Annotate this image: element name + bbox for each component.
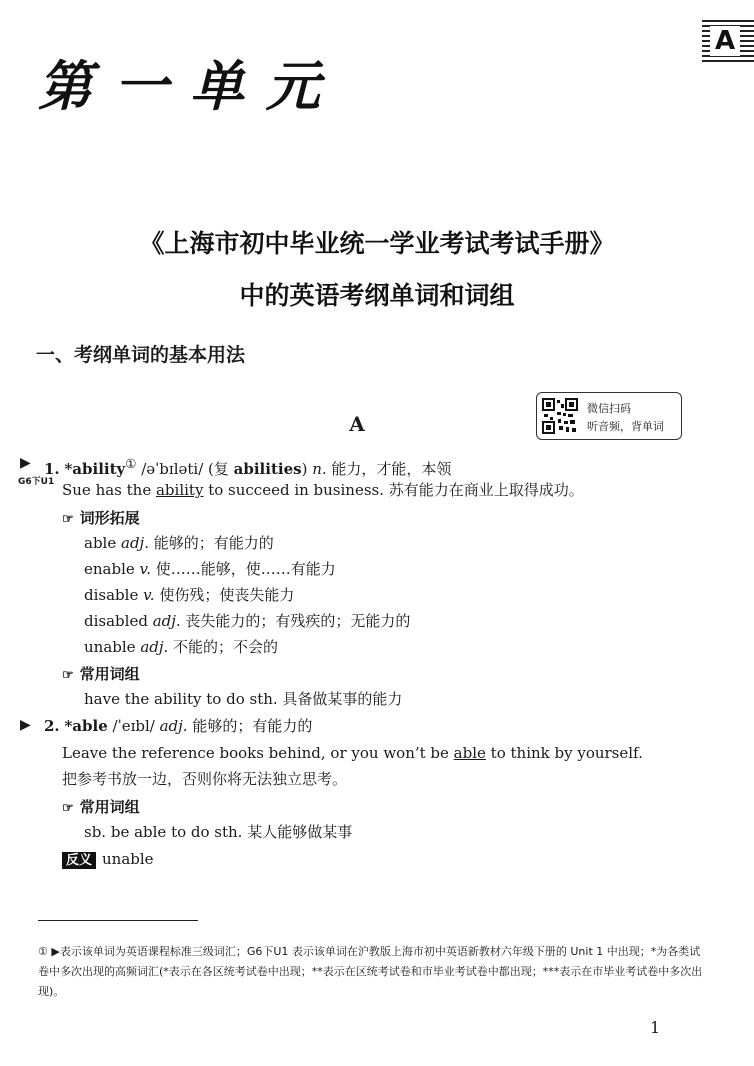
headword: *able <box>64 717 108 735</box>
qr-text-2: 听音频，背单词 <box>587 420 664 433</box>
triangle-right-icon: ▶ <box>20 717 31 733</box>
phrase-row: sb. be able to do sth. 某人能够做某事 <box>84 823 353 841</box>
section-heading: 一、考纲单词的基本用法 <box>36 344 246 366</box>
antonym-row <box>62 849 154 869</box>
footnote: ① ▶表示该单词为英语课程标准三级词汇；G6下U1 表示该单词在沪教版上海市初中英语新教材六年级下册的 Unit 1 中出现；*为各类试卷中多次出现的高频词汇(*表示在各区统考试卷中出现；**表示在区统考试卷和市毕业考试卷中都出现；***表示在市毕业考试卷中多次出现)。 <box>38 945 703 998</box>
phonetic: /ˈeɪbl/ <box>107 717 155 735</box>
example-keyword: able <box>453 744 486 762</box>
part-of-speech: n. <box>307 460 327 478</box>
entry-2-headword-line <box>44 716 312 736</box>
antonym-word: unable <box>102 850 154 868</box>
form-row: able adj. 能够的；有能力的 <box>84 534 274 552</box>
word-forms-heading: ☞ 词形拓展 <box>62 509 140 527</box>
tab-letter: A <box>710 26 740 56</box>
form-row: disable v. 使伤残；使丧失能力 <box>84 586 295 604</box>
form-row: unable adj. 不能的；不会的 <box>84 638 279 656</box>
pointing-hand-icon: ☞ <box>62 512 74 527</box>
side-index-tab <box>702 20 754 64</box>
textbook-tag: G6下U1 <box>18 477 55 487</box>
entry-1-headword-line <box>44 454 451 479</box>
antonym-label: 反义 <box>62 852 96 869</box>
page-number: 1 <box>650 1018 661 1037</box>
title-line-1: 《上海市初中毕业统一学业考试考试手册》 <box>139 229 615 258</box>
plural-form: abilities <box>233 460 302 478</box>
form-row: disabled adj. 丧失能力的；有残疾的；无能力的 <box>84 612 411 630</box>
pointing-hand-icon: ☞ <box>62 801 74 816</box>
form-row: enable v. 使……能够，使……有能力 <box>84 560 336 578</box>
unit-title: 第一单元 <box>38 54 342 118</box>
plural-close: ) <box>301 460 308 478</box>
headword: *ability <box>64 460 126 478</box>
entry-number: 1. <box>44 460 60 478</box>
meaning: 能够的；有能力的 <box>187 717 313 735</box>
example-keyword: ability <box>155 481 204 499</box>
triangle-right-icon: ▶ <box>20 455 31 471</box>
footnote-mark: ① <box>125 456 137 471</box>
meaning: 能力，才能，本领 <box>326 460 452 478</box>
example-translation: 苏有能力在商业上取得成功。 <box>384 481 584 499</box>
phonetic: /əˈbɪləti/ (复 <box>136 460 234 478</box>
entry-2-example: Leave the reference books behind, or you won’t be able to think by yourself. <box>62 744 643 762</box>
entry-2-example-translation: 把参考书放一边，否则你将无法独立思考。 <box>62 770 348 788</box>
title-line-2: 中的英语考纲单词和词组 <box>239 281 515 310</box>
entry-1-example <box>62 480 584 500</box>
phrase-row: have the ability to do sth. 具备做某事的能力 <box>84 690 403 708</box>
entry-number: 2. <box>44 717 60 735</box>
letter-heading: A <box>349 412 365 436</box>
example-text: to succeed in business. <box>203 481 385 499</box>
phrases-heading: ☞ 常用词组 <box>62 665 140 683</box>
part-of-speech: adj. <box>154 717 188 735</box>
phrases-heading: ☞ 常用词组 <box>62 798 140 816</box>
footnote-rule <box>38 920 198 921</box>
pointing-hand-icon: ☞ <box>62 668 74 683</box>
example-text: Sue has the <box>62 481 156 499</box>
qr-text-1: 微信扫码 <box>587 402 631 415</box>
